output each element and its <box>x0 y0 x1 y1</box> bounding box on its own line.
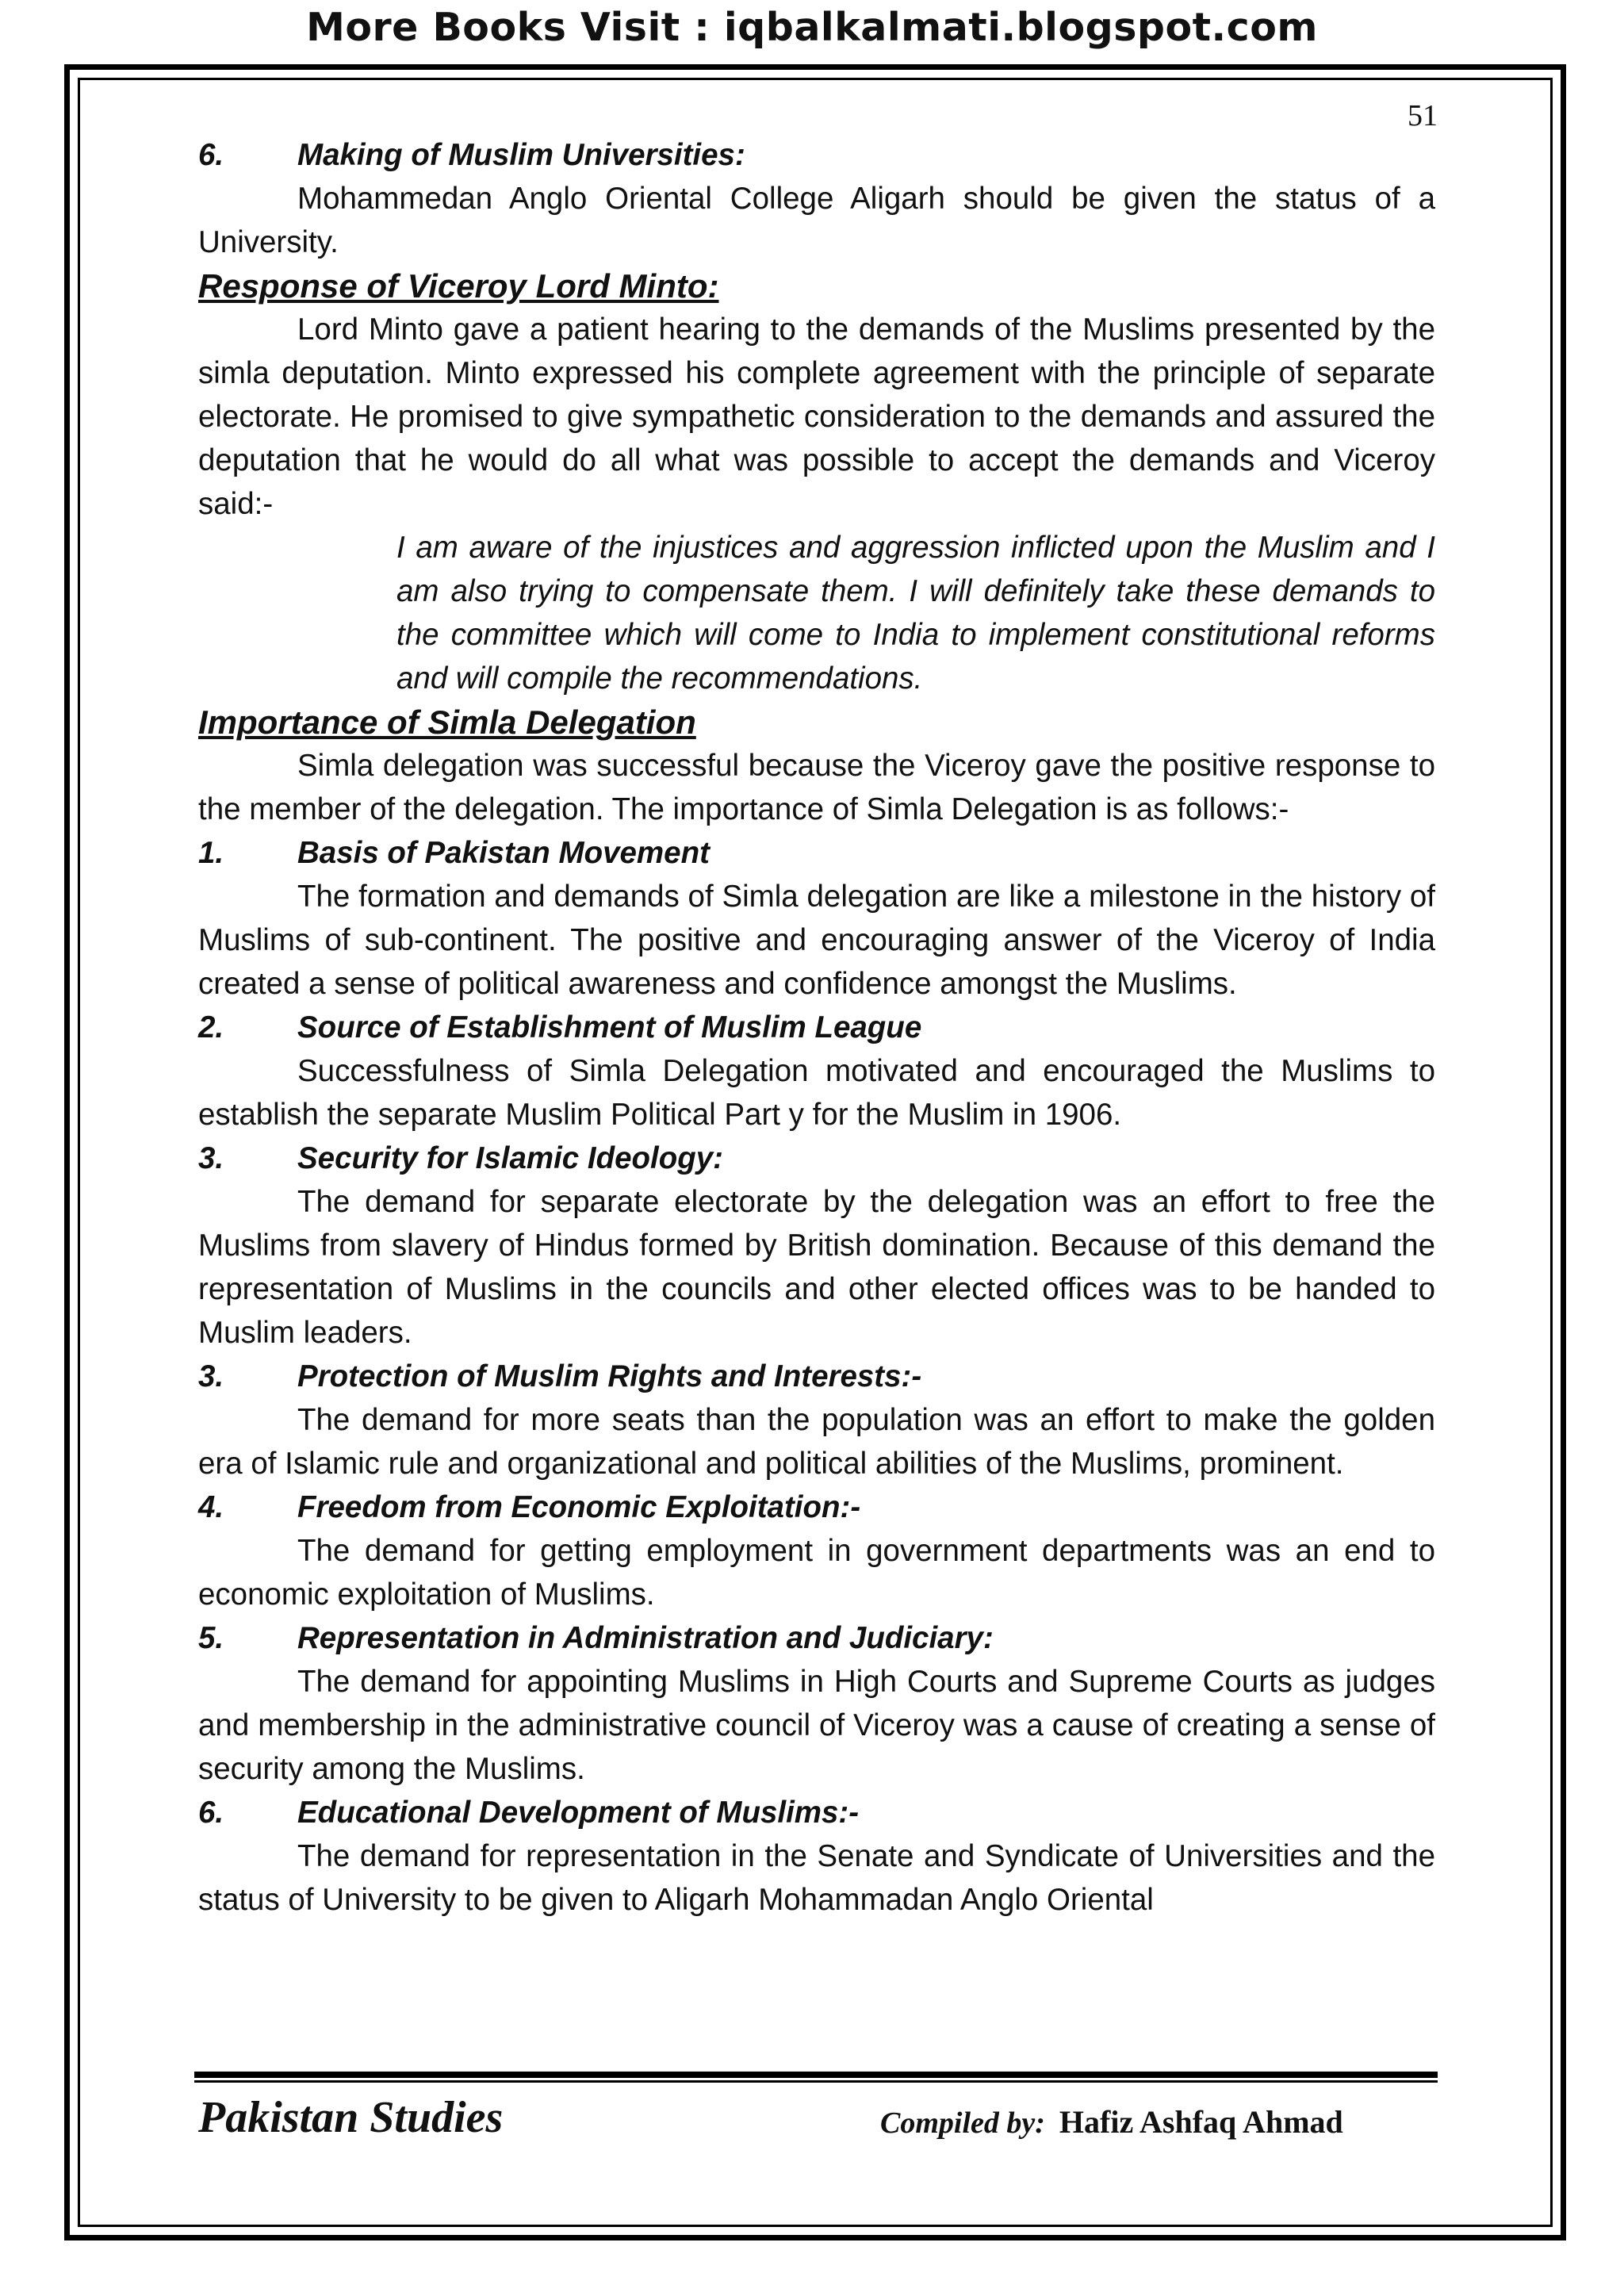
point-text: The demand for more seats than the population was an effort to make the golden era of Islamic rule and organizational and political abilities of the Muslims, prominent. <box>198 1403 1435 1481</box>
point-text: The demand for separate electorate by the delegation was an effort to free the Muslims from slavery of Hindus formed by British domination. Because of this demand the representation of Muslims in the councils and other elected offices was to be handed to Muslim leaders. <box>198 1185 1435 1350</box>
point-title: Source of Establishment of Muslim League <box>297 1010 922 1045</box>
footer-rule-thin <box>194 2080 1438 2083</box>
point-heading <box>198 1355 1435 1398</box>
site-banner: More Books Visit : iqbalkalmati.blogspot.com <box>306 5 1318 50</box>
point-number: 2. <box>198 1010 224 1045</box>
footer-credit <box>880 2103 1343 2141</box>
paragraph: Lord Minto gave a patient hearing to the demands of the Muslims presented by the simla deputation. Minto expressed his complete agreement with the principle of separate electorate. He promised to give sympathetic consideration to the demands and assured the deputation that he would do all what was possible to accept the demands and Viceroy said:- <box>198 312 1435 521</box>
point-text: The demand for appointing Muslims in High Courts and Supreme Courts as judges and membership in the administrative council of Viceroy was a cause of creating a sense of security among the Muslims. <box>198 1665 1435 1786</box>
footer-book-title: Pakistan Studies <box>198 2093 504 2142</box>
point-number: 3. <box>198 1141 224 1175</box>
point-title: Security for Islamic Ideology: <box>297 1141 724 1175</box>
heading-viceroy-response: Response of Viceroy Lord Minto: <box>198 267 719 305</box>
point-heading <box>198 1485 1435 1529</box>
point-heading <box>198 1006 1435 1049</box>
point-text: Successfulness of Simla Delegation motivated and encouraged the Muslims to establish the separate Muslim Political Part y for the Muslim in 1906. <box>198 1054 1435 1132</box>
block-quote: I am aware of the injustices and aggression inflicted upon the Muslim and I am also trying to compensate them. I will definitely take these demands to the committee which will come to India to implement constitutional reforms and will compile the recommendations. <box>396 531 1435 696</box>
point-heading <box>198 1616 1435 1660</box>
point-number: 4. <box>198 1490 224 1524</box>
point-text: The demand for getting employment in government departments was an end to economic exploitation of Muslims. <box>198 1534 1435 1612</box>
point-number: 1. <box>198 836 224 870</box>
point-title: Representation in Administration and Judiciary: <box>297 1621 994 1655</box>
point-title: Educational Development of Muslims:- <box>297 1796 860 1830</box>
paragraph: Mohammedan Anglo Oriental College Aligarh should be given the status of a University. <box>198 182 1435 259</box>
heading-importance: Importance of Simla Delegation <box>198 703 696 741</box>
section-heading-universities <box>198 133 1435 177</box>
point-title: Basis of Pakistan Movement <box>297 836 710 870</box>
point-heading <box>198 831 1435 875</box>
paragraph: Simla delegation was successful because the Viceroy gave the positive response to the member of the delegation. The importance of Simla Delegation is as follows:- <box>198 749 1435 826</box>
point-text: The formation and demands of Simla delegation are like a milestone in the history of Muslims of sub-continent. The positive and encouraging answer of the Viceroy of India created a sense of political awareness and confidence amongst the Muslims. <box>198 880 1435 1001</box>
point-heading <box>198 1137 1435 1180</box>
section-number: 6. <box>198 138 224 172</box>
page-content <box>198 133 1435 1922</box>
section-title: Making of Muslim Universities: <box>297 138 745 172</box>
point-number: 6. <box>198 1796 224 1830</box>
compiled-by-label: Compiled by: <box>880 2106 1045 2140</box>
page-number: 51 <box>1408 99 1438 132</box>
point-title: Protection of Muslim Rights and Interests:- <box>297 1359 922 1393</box>
point-heading <box>198 1791 1435 1834</box>
footer-rule-thick <box>194 2072 1438 2078</box>
point-text: The demand for representation in the Senate and Syndicate of Universities and the status of University to be given to Aligarh Mohammadan Anglo Oriental <box>198 1839 1435 1917</box>
author-name: Hafiz Ashfaq Ahmad <box>1059 2104 1343 2140</box>
point-number: 5. <box>198 1621 224 1655</box>
point-number: 3. <box>198 1359 224 1393</box>
point-title: Freedom from Economic Exploitation:- <box>297 1490 861 1524</box>
